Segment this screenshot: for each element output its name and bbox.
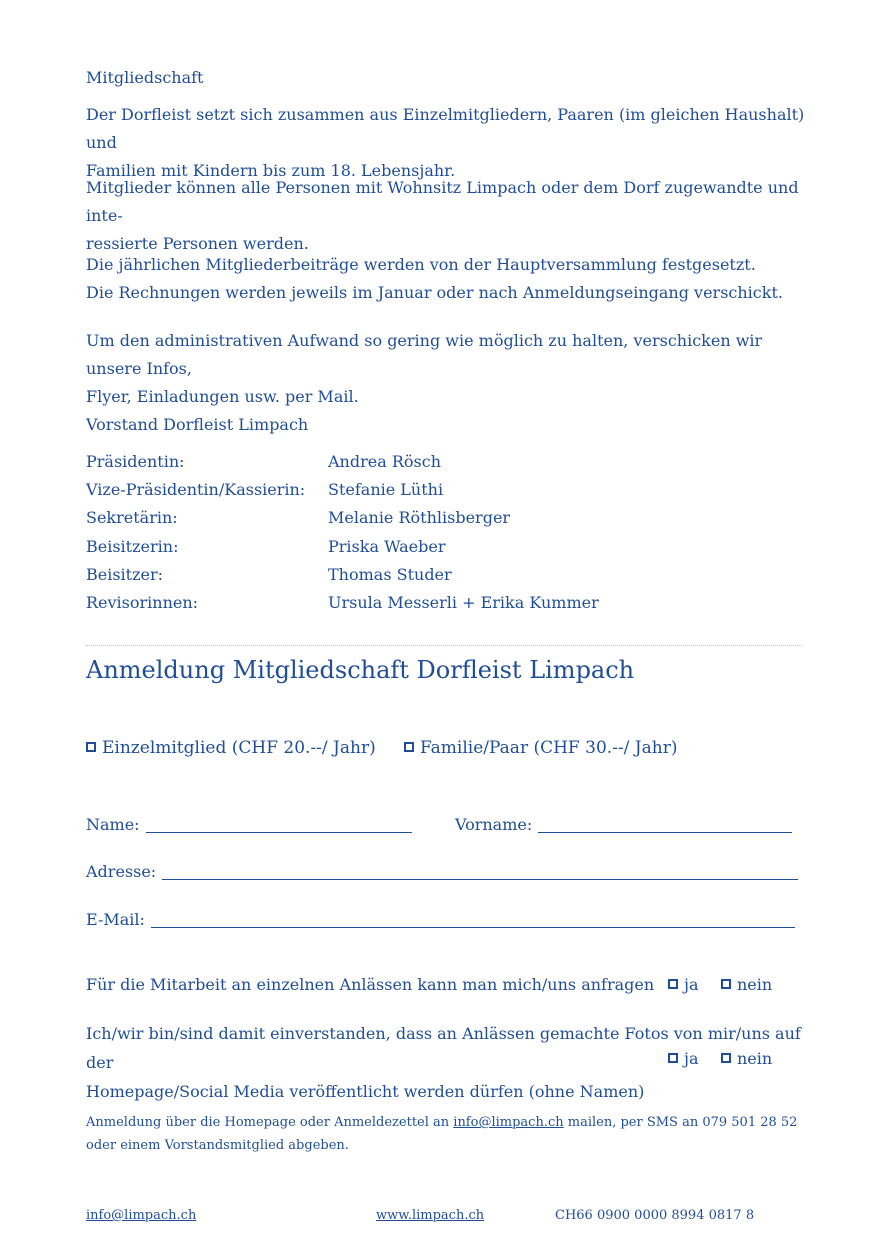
checkbox-help-no[interactable] bbox=[721, 979, 731, 989]
membership-paragraph-2 bbox=[86, 174, 806, 258]
checkbox-single-member[interactable] bbox=[86, 742, 96, 752]
board-name: Thomas Studer bbox=[328, 565, 452, 584]
board-member-row bbox=[86, 504, 686, 532]
checkbox-photo-yes[interactable] bbox=[668, 1053, 678, 1063]
note-text: Anmeldung über die Homepage oder Anmeldezettel an bbox=[86, 1115, 454, 1130]
board-name: Ursula Messerli + Erika Kummer bbox=[328, 593, 599, 612]
footer-email-link[interactable]: info@limpach.ch bbox=[86, 1208, 197, 1223]
board-role: Vize-Präsidentin/Kassierin: bbox=[86, 480, 306, 499]
help-yes-option[interactable] bbox=[668, 975, 699, 994]
text-line bbox=[86, 1111, 806, 1134]
membership-paragraph-1 bbox=[86, 101, 806, 185]
board-name: Priska Waeber bbox=[328, 537, 446, 556]
board-name: Stefanie Lüthi bbox=[328, 480, 444, 499]
option-family-label: Familie/Paar (CHF 30.--/ Jahr) bbox=[420, 738, 678, 758]
name-field[interactable] bbox=[86, 815, 412, 834]
address-input-line[interactable] bbox=[162, 865, 798, 880]
board-member-row bbox=[86, 448, 686, 476]
checkbox-photo-no[interactable] bbox=[721, 1053, 731, 1063]
text-line: Die jährlichen Mitgliederbeiträge werden von der Hauptversammlung festgesetzt. bbox=[86, 255, 756, 274]
board-member-row bbox=[86, 533, 686, 561]
board-member-row bbox=[86, 561, 686, 589]
text-line: Homepage/Social Media veröffentlicht werden dürfen (ohne Namen) bbox=[86, 1082, 645, 1101]
board-heading: Vorstand Dorfleist Limpach bbox=[86, 415, 309, 434]
text-line: Mitglieder können alle Personen mit Wohnsitz Limpach oder dem Dorf zugewandte und inte- bbox=[86, 178, 799, 225]
firstname-field[interactable] bbox=[455, 815, 792, 834]
text-line: Ich/wir bin/sind damit einverstanden, dass an Anlässen gemachte Fotos von mir/uns auf der bbox=[86, 1024, 801, 1072]
section-divider bbox=[86, 645, 802, 646]
option-single-member[interactable] bbox=[86, 738, 376, 758]
text-line: Um den administrativen Aufwand so gering wie möglich zu halten, verschicken wir unsere Infos, bbox=[86, 331, 763, 378]
photo-no-option[interactable] bbox=[721, 1049, 772, 1068]
footer-website-link[interactable]: www.limpach.ch bbox=[376, 1208, 485, 1223]
firstname-input-line[interactable] bbox=[538, 818, 792, 833]
board-member-row bbox=[86, 476, 686, 504]
board-role: Revisorinnen: bbox=[86, 593, 199, 612]
name-label: Name: bbox=[86, 815, 140, 834]
text-line: ressierte Personen werden. bbox=[86, 234, 309, 253]
yes-label: ja bbox=[684, 975, 699, 994]
board-name: Andrea Rösch bbox=[328, 452, 441, 471]
address-field[interactable] bbox=[86, 862, 798, 881]
note-text: mailen, per SMS an 079 501 28 52 bbox=[563, 1115, 798, 1130]
text-line: Familien mit Kindern bis zum 18. Lebensjahr. bbox=[86, 161, 456, 180]
name-input-line[interactable] bbox=[146, 818, 412, 833]
membership-paragraph-3 bbox=[86, 251, 806, 307]
board-role: Präsidentin: bbox=[86, 452, 185, 471]
board-role: Beisitzer: bbox=[86, 565, 164, 584]
note-email-link[interactable]: info@limpach.ch bbox=[453, 1115, 564, 1130]
photo-yes-option[interactable] bbox=[668, 1049, 699, 1068]
text-line: Die Rechnungen werden jeweils im Januar oder nach Anmeldungseingang verschickt. bbox=[86, 283, 783, 302]
option-family[interactable] bbox=[404, 738, 677, 758]
text-line: Flyer, Einladungen usw. per Mail. bbox=[86, 387, 359, 406]
board-name: Melanie Röthlisberger bbox=[328, 508, 511, 527]
board-role: Sekretärin: bbox=[86, 508, 178, 527]
address-label: Adresse: bbox=[86, 862, 157, 881]
no-label: nein bbox=[737, 1049, 773, 1068]
footer-iban: CH66 0900 0000 8994 0817 8 bbox=[555, 1208, 755, 1223]
email-label: E-Mail: bbox=[86, 910, 145, 929]
help-question: Für die Mitarbeit an einzelnen Anlässen kann man mich/uns anfragen bbox=[86, 975, 655, 994]
email-field[interactable] bbox=[86, 910, 795, 929]
text-line: Der Dorfleist setzt sich zusammen aus Einzelmitgliedern, Paaren (im gleichen Haushalt) und bbox=[86, 105, 805, 152]
board-member-row bbox=[86, 589, 686, 617]
checkbox-family[interactable] bbox=[404, 742, 414, 752]
option-single-label: Einzelmitglied (CHF 20.--/ Jahr) bbox=[102, 738, 376, 758]
email-input-line[interactable] bbox=[151, 913, 795, 928]
text-line: oder einem Vorstandsmitglied abgeben. bbox=[86, 1138, 349, 1153]
yes-label: ja bbox=[684, 1049, 699, 1068]
membership-heading: Mitgliedschaft bbox=[86, 68, 204, 87]
form-title: Anmeldung Mitgliedschaft Dorfleist Limpach bbox=[86, 656, 635, 684]
checkbox-help-yes[interactable] bbox=[668, 979, 678, 989]
no-label: nein bbox=[737, 975, 773, 994]
help-no-option[interactable] bbox=[721, 975, 772, 994]
firstname-label: Vorname: bbox=[455, 815, 533, 834]
board-role: Beisitzerin: bbox=[86, 537, 179, 556]
registration-note bbox=[86, 1111, 806, 1157]
membership-paragraph-4 bbox=[86, 327, 806, 411]
